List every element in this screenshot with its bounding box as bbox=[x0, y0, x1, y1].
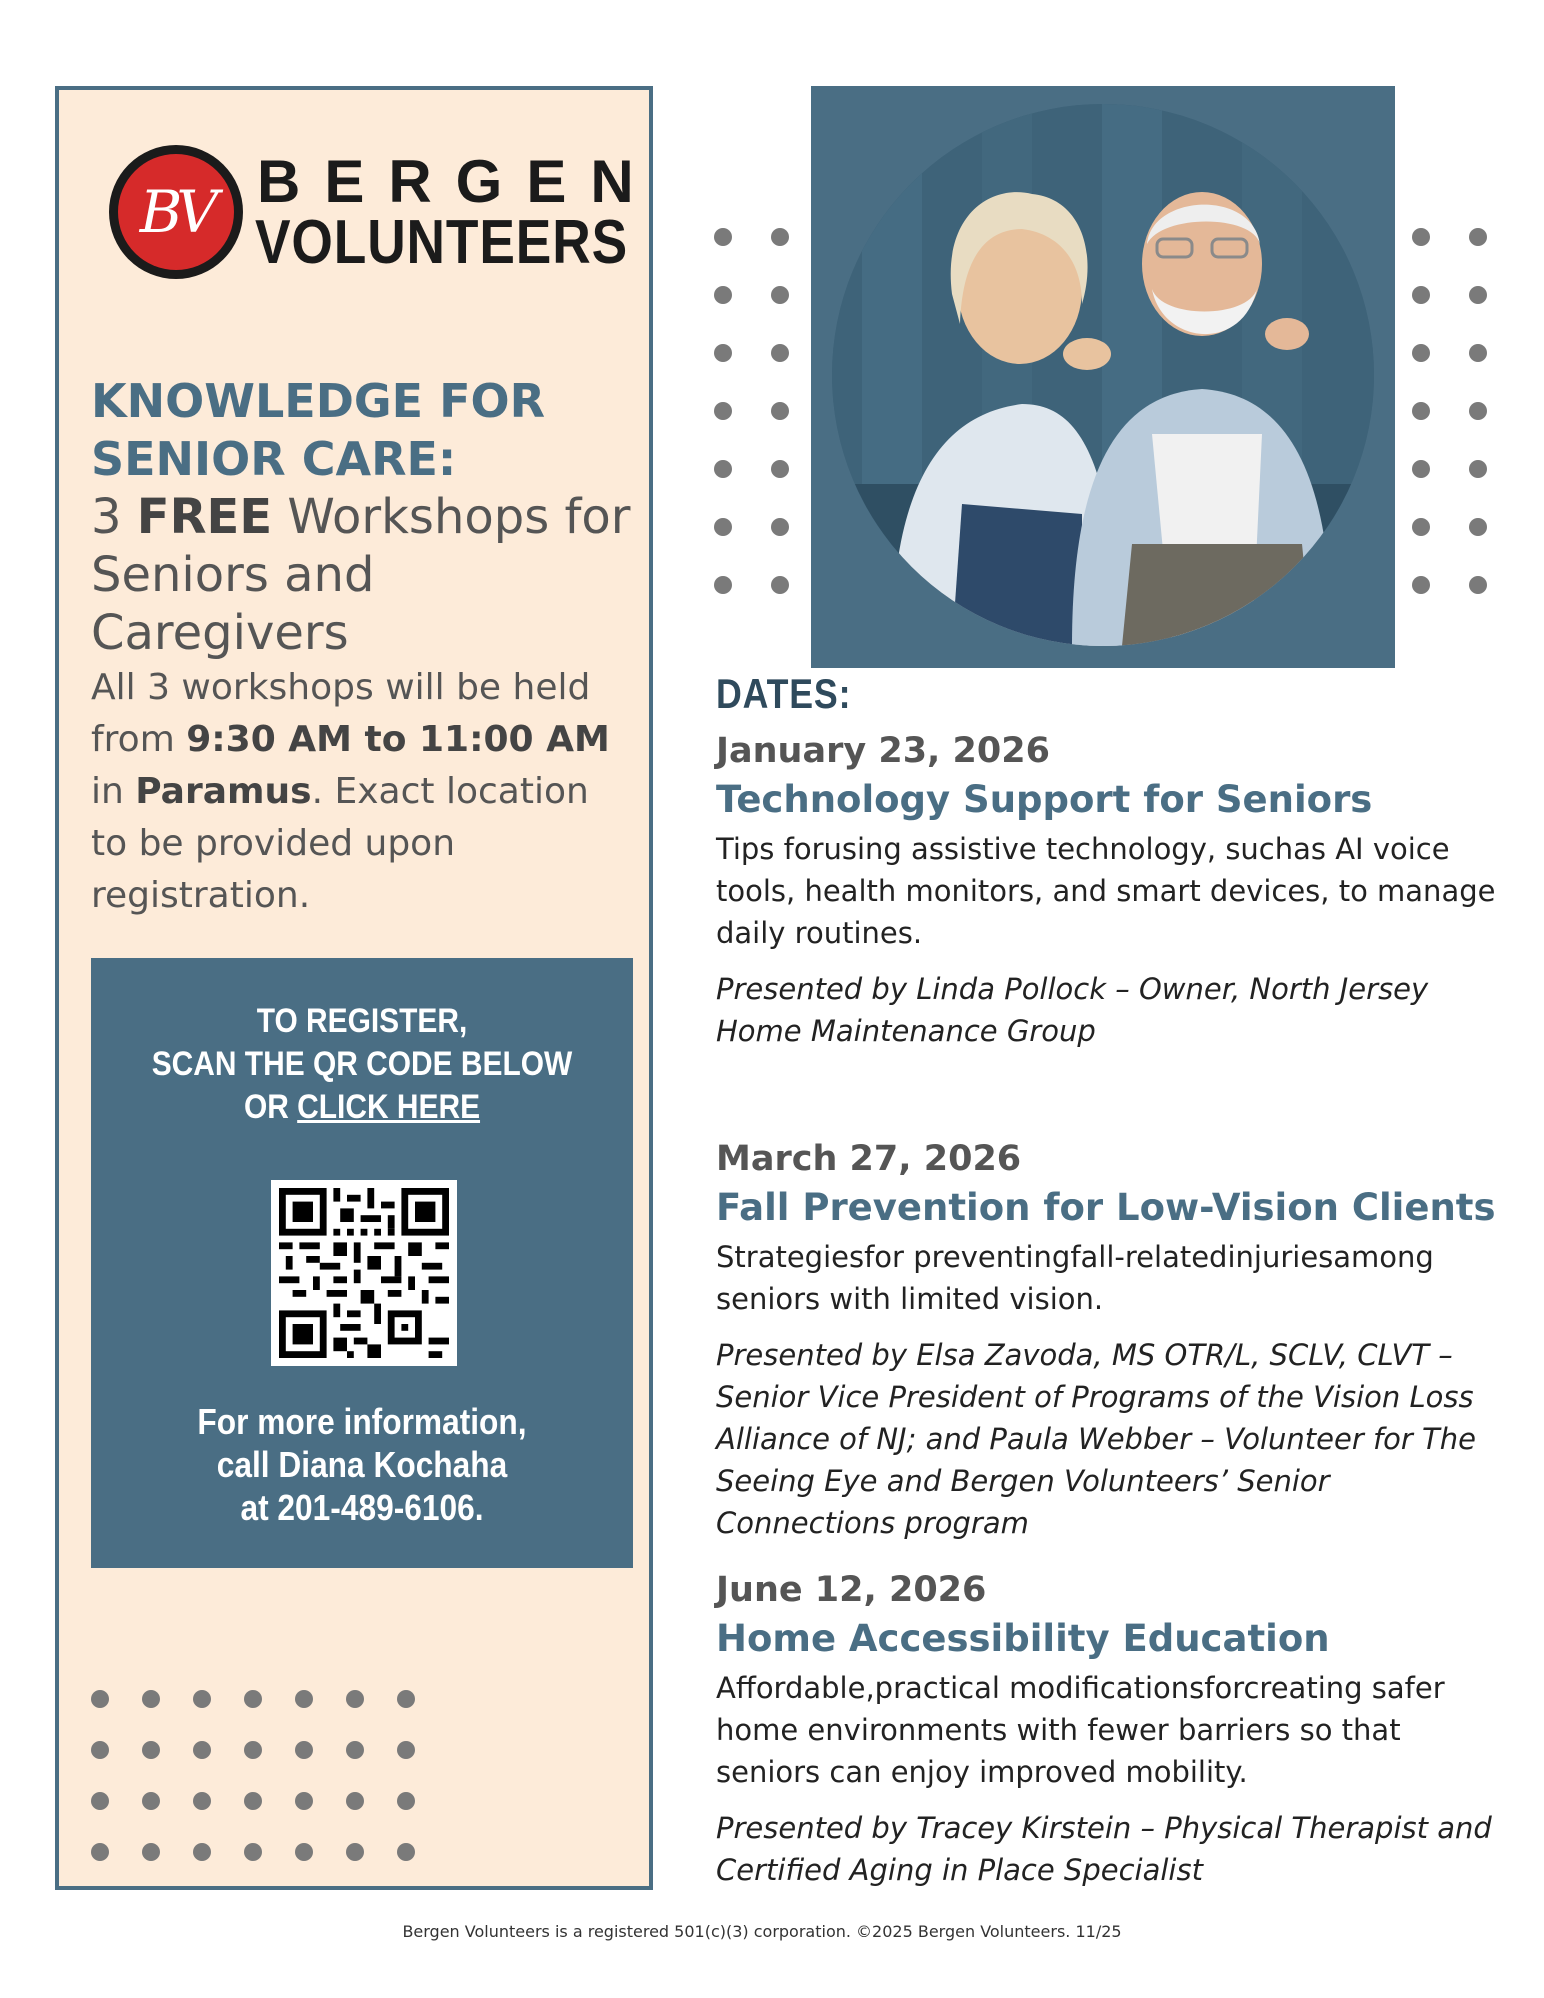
decorative-dot bbox=[91, 1792, 109, 1810]
footer-note: Bergen Volunteers is a registered 501(c)(3) corporation. ©2025 Bergen Volunteers. 11/25 bbox=[402, 1922, 1122, 1941]
decorative-dot bbox=[714, 576, 732, 594]
bergen-volunteers-logo[interactable] bbox=[109, 145, 658, 285]
details-place: Paramus bbox=[135, 771, 312, 812]
decorative-dot bbox=[142, 1792, 160, 1810]
decorative-dot bbox=[1412, 460, 1430, 478]
decorative-dot bbox=[1469, 402, 1487, 420]
click-here-link[interactable]: CLICK HERE bbox=[297, 1088, 481, 1126]
dates-heading: DATES: bbox=[716, 670, 852, 717]
decorative-dot bbox=[771, 576, 789, 594]
decorative-dot bbox=[397, 1741, 415, 1759]
free-label: FREE bbox=[136, 489, 273, 545]
decorative-dot bbox=[397, 1690, 415, 1708]
decorative-dot bbox=[1469, 344, 1487, 362]
event-date: January 23, 2026 bbox=[716, 731, 1050, 771]
contact-info bbox=[124, 1400, 601, 1529]
decorative-dot bbox=[1412, 228, 1430, 246]
decorative-dot bbox=[346, 1792, 364, 1810]
decorative-dot bbox=[1469, 228, 1487, 246]
register-line-2: SCAN THE QR CODE BELOW bbox=[151, 1045, 573, 1083]
decorative-dot bbox=[142, 1690, 160, 1708]
event-description: Strategiesfor preventingfall-relatedinjuriesamong seniors with limited vision. bbox=[716, 1240, 1434, 1316]
workshop-details bbox=[91, 662, 631, 922]
decorative-dot bbox=[244, 1690, 262, 1708]
decorative-dot bbox=[295, 1741, 313, 1759]
decorative-dot bbox=[714, 344, 732, 362]
decorative-dot bbox=[1412, 402, 1430, 420]
decorative-dot bbox=[193, 1843, 211, 1861]
qr-code[interactable] bbox=[271, 1180, 457, 1366]
event-presenter: Presented by Linda Pollock – Owner, North Jersey Home Maintenance Group bbox=[716, 972, 1429, 1048]
decorative-dot bbox=[714, 460, 732, 478]
decorative-dot bbox=[1412, 286, 1430, 304]
logo-monogram: BV bbox=[118, 154, 234, 270]
subheadline-line-2: Seniors and Caregivers bbox=[91, 547, 375, 661]
decorative-dot bbox=[1469, 576, 1487, 594]
decorative-dot bbox=[142, 1741, 160, 1759]
contact-line-2: call Diana Kochaha bbox=[216, 1444, 508, 1485]
photo-frame bbox=[811, 86, 1395, 668]
decorative-dot bbox=[771, 228, 789, 246]
decorative-dot bbox=[397, 1843, 415, 1861]
decorative-dot bbox=[1469, 286, 1487, 304]
contact-phone: at 201-489-6106. bbox=[240, 1487, 484, 1528]
event-item bbox=[716, 728, 1506, 1052]
subheadline-rest-1: Workshops for bbox=[272, 489, 631, 545]
event-presenter: Presented by Tracey Kirstein – Physical Therapist and Certified Aging in Place Specialist bbox=[716, 1811, 1492, 1887]
decorative-dot bbox=[771, 518, 789, 536]
decorative-dot bbox=[295, 1843, 313, 1861]
decorative-dot bbox=[91, 1690, 109, 1708]
decorative-dot bbox=[714, 286, 732, 304]
logo-word-bergen: BERGEN bbox=[257, 148, 658, 215]
decorative-dot bbox=[295, 1690, 313, 1708]
decorative-dot bbox=[91, 1741, 109, 1759]
details-suffix: . Exact location to be provided upon registration. bbox=[91, 771, 589, 916]
event-item bbox=[716, 1567, 1506, 1891]
qr-code-icon bbox=[279, 1188, 449, 1358]
headline-line-2: SENIOR CARE: bbox=[91, 432, 457, 486]
decorative-dot bbox=[771, 286, 789, 304]
decorative-dot bbox=[244, 1741, 262, 1759]
decorative-dot bbox=[397, 1792, 415, 1810]
decorative-dot bbox=[1412, 518, 1430, 536]
event-description: Tips forusing assistive technology, suchas AI voice tools, health monitors, and smart devices, to manage daily routines. bbox=[716, 832, 1496, 950]
decorative-dot bbox=[714, 402, 732, 420]
event-date: June 12, 2026 bbox=[716, 1570, 987, 1610]
decorative-dot bbox=[244, 1792, 262, 1810]
headline-line-1: KNOWLEDGE FOR bbox=[91, 374, 546, 428]
event-title: Home Accessibility Education bbox=[716, 1617, 1330, 1660]
register-line-1: TO REGISTER, bbox=[256, 1002, 468, 1040]
decorative-dot bbox=[1469, 460, 1487, 478]
event-title: Fall Prevention for Low-Vision Clients bbox=[716, 1186, 1496, 1229]
event-date: March 27, 2026 bbox=[716, 1139, 1022, 1179]
decorative-dot bbox=[1469, 518, 1487, 536]
contact-line-1: For more information, bbox=[197, 1401, 527, 1442]
register-line-3 bbox=[124, 1086, 601, 1129]
register-instructions bbox=[124, 1000, 601, 1129]
logo-word-volunteers: VOLUNTEERS bbox=[255, 208, 628, 277]
subheadline bbox=[91, 488, 631, 546]
decorative-dot bbox=[1412, 344, 1430, 362]
details-time: 9:30 AM to 11:00 AM bbox=[186, 719, 610, 760]
decorative-dot bbox=[91, 1843, 109, 1861]
register-or: OR bbox=[243, 1088, 298, 1126]
decorative-dot bbox=[714, 228, 732, 246]
event-description: Affordable,practical modificationsforcreating safer home environments with fewer barriers so that seniors can enjoy improved mobility. bbox=[716, 1671, 1445, 1789]
decorative-dot bbox=[244, 1843, 262, 1861]
decorative-dot bbox=[714, 518, 732, 536]
headline-block bbox=[91, 372, 631, 922]
decorative-dot bbox=[142, 1843, 160, 1861]
left-panel bbox=[55, 86, 658, 1890]
decorative-dot bbox=[193, 1792, 211, 1810]
details-prefix: All 3 workshops will be held from bbox=[91, 667, 591, 760]
event-title: Technology Support for Seniors bbox=[716, 778, 1373, 821]
decorative-dot bbox=[346, 1741, 364, 1759]
senior-couple-photo bbox=[832, 104, 1374, 646]
details-in: in bbox=[91, 771, 136, 812]
decorative-dot bbox=[295, 1792, 313, 1810]
decorative-dot bbox=[771, 344, 789, 362]
event-presenter: Presented by Elsa Zavoda, MS OTR/L, SCLV, CLVT – Senior Vice President of Programs of the Vision Loss Alliance of NJ; and Paula Webber – Volunteer for The Seeing Eye and Bergen Volunteers’ Senior Connections program bbox=[716, 1338, 1476, 1540]
register-box bbox=[91, 958, 633, 1568]
decorative-dot bbox=[193, 1690, 211, 1708]
senior-couple-illustration bbox=[832, 104, 1374, 646]
decorative-dot bbox=[771, 402, 789, 420]
decorative-dot bbox=[193, 1741, 211, 1759]
decorative-dot bbox=[346, 1843, 364, 1861]
decorative-dot bbox=[771, 460, 789, 478]
decorative-dot bbox=[1412, 576, 1430, 594]
logo-mark bbox=[109, 145, 243, 279]
decorative-dot bbox=[346, 1690, 364, 1708]
workshop-count: 3 bbox=[91, 489, 137, 545]
event-item bbox=[716, 1136, 1506, 1544]
